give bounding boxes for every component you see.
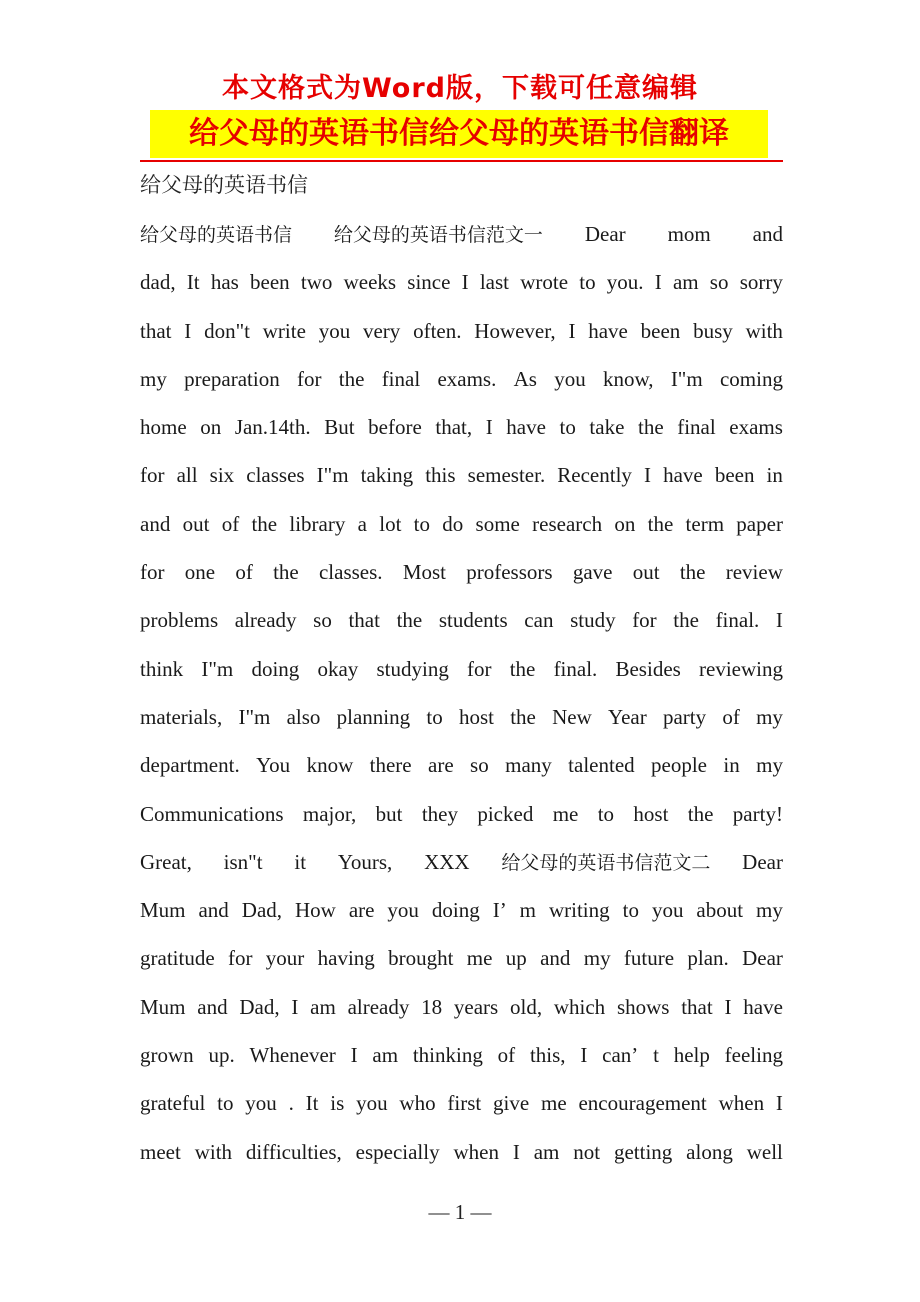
word: think [140,656,184,681]
word: research [532,511,603,536]
word: encouragement [578,1091,707,1116]
word: with [194,1139,233,1164]
word: I [350,1043,358,1068]
word: I"m [670,366,703,391]
word: so [709,270,729,295]
format-notice: 本文格式为Word版，下载可任意编辑 [221,73,698,104]
text-line [140,258,783,306]
word: and [140,511,171,536]
word: been [250,270,290,295]
word: I"m [201,656,234,681]
word: of [722,704,740,729]
word: grateful [140,1091,206,1116]
word: and [752,222,783,246]
word: me [552,801,579,826]
word: can’ [602,1043,639,1068]
word: out [632,560,660,585]
word: Recently [557,463,632,488]
word: my [756,704,783,729]
word: am [672,270,699,295]
word: all [176,463,198,488]
word: Dear [584,222,626,246]
word: plan. [687,946,729,971]
word: for [140,463,165,488]
word: very [362,318,401,343]
word: of [235,560,253,585]
word: up [505,946,527,971]
word: paper [736,511,783,536]
word: Communications [140,801,284,826]
word: Yours, [337,849,393,874]
word: How [295,898,336,923]
word: in [723,753,740,778]
word: already [234,608,297,633]
word: am [372,1043,399,1068]
word: the [273,560,299,585]
word: to [579,270,596,295]
word: t [653,1043,659,1068]
word: last [479,270,509,295]
word: having [317,946,375,971]
title-divider [140,160,783,162]
word: doing [251,656,300,681]
word: exams. [437,366,497,391]
word: for [467,656,492,681]
word: exams [729,415,783,440]
word: am [310,994,336,1019]
word: difficulties, [245,1139,342,1164]
word: about [696,898,744,923]
word: the [396,608,423,633]
word: have [663,463,703,488]
word: the [251,511,278,536]
text-line [140,1079,783,1127]
word: wrote [520,270,569,295]
word: and [198,898,229,923]
word: there [369,753,412,778]
word: Most [402,560,446,585]
word: for [227,946,253,971]
word: brought [388,946,454,971]
text-line [140,983,783,1031]
word: grown [140,1043,194,1068]
word: picked [477,801,534,826]
word: been [640,318,681,343]
word: especially [355,1139,440,1164]
word: my [756,898,783,923]
page-number: — 1 — [428,1200,492,1224]
word: your [265,946,305,971]
word: to [217,1091,234,1116]
word: to [622,898,639,923]
letter-body [140,210,783,1176]
word: m [519,898,537,923]
word: taking [360,463,414,488]
word: they [421,801,458,826]
word: am [533,1139,560,1164]
word: it [294,849,307,874]
word: been [714,463,755,488]
word: a [357,511,367,536]
text-line [140,838,783,886]
word: department. [140,753,240,778]
text-line [140,403,783,451]
word: reviewing [699,656,783,681]
word: that [140,318,172,343]
word: 给父母的英语书信范文一 [333,224,543,246]
word: classes. [318,560,383,585]
text-line [140,307,783,355]
word: do [442,511,464,536]
text-line [140,886,783,934]
word: I [291,994,299,1019]
word: major, [302,801,357,826]
word: when [718,1091,765,1116]
word: sorry [739,270,783,295]
text-line [140,355,783,403]
word: 给父母的英语书信 [140,224,293,246]
word: that [681,994,713,1019]
word: 18 [421,994,443,1019]
word: dad, [140,270,176,295]
word: problems [140,608,219,633]
word: I [568,318,576,343]
word: gratitude [140,946,215,971]
word: you [387,898,419,923]
word: professors [466,560,553,585]
word: It [186,270,200,295]
word: feeling [724,1043,783,1068]
word: I [724,994,732,1019]
word: I [461,270,469,295]
word: in [766,463,783,488]
word: 给父母的英语书信范文二 [501,851,711,874]
word: the [509,656,536,681]
word: along [686,1139,733,1164]
text-line [140,1128,783,1176]
word: you [356,1091,388,1116]
document-banner-title: 给父母的英语书信给父母的英语书信翻译 [150,110,768,158]
word: old, [509,994,543,1019]
word: coming [719,366,783,391]
word: to [559,415,576,440]
text-line [140,645,783,693]
word: students [438,608,508,633]
word: but [375,801,403,826]
word: I [775,1091,783,1116]
word: As [513,366,537,391]
word: already [347,994,410,1019]
word: preparation [184,366,280,391]
word: I"m [316,463,349,488]
word: and [197,994,228,1019]
word: study [570,608,616,633]
word: final. [553,656,598,681]
word: lot [379,511,402,536]
word: have [743,994,783,1019]
word: of [497,1043,516,1068]
word: term [685,511,725,536]
word: me [466,946,493,971]
word: future [623,946,675,971]
text-line [140,451,783,499]
word: studying [376,656,449,681]
word: New [552,704,592,729]
word: gave [572,560,613,585]
word: is [330,1091,345,1116]
text-line [140,596,783,644]
word: know [306,753,354,778]
word: weeks [343,270,397,295]
word: with [745,318,783,343]
text-line [140,548,783,596]
word: so [470,753,489,778]
word: this [425,463,456,488]
word: I [775,608,783,633]
word: party! [732,801,783,826]
word: and [540,946,571,971]
word: the [687,801,714,826]
word: meet [140,1139,181,1164]
word: you [245,1091,277,1116]
word: can [524,608,554,633]
word: planning [336,704,411,729]
word: give [493,1091,530,1116]
word: shows [616,994,670,1019]
word: my [756,753,783,778]
word: I [654,270,662,295]
word: many [505,753,552,778]
word: doing [431,898,480,923]
word: six [209,463,235,488]
word: I [184,318,192,343]
word: for [297,366,322,391]
word: I [485,415,493,440]
text-line [140,500,783,548]
word: since [407,270,451,295]
word: final. [715,608,760,633]
word: have [588,318,628,343]
word: I [644,463,651,488]
word: to [597,801,615,826]
word: for [632,608,657,633]
word: you [554,366,586,391]
word: some [475,511,520,536]
word: I’ [492,898,507,923]
word: Jan.14th. [234,415,311,440]
word: when [453,1139,499,1164]
word: to [413,511,431,536]
word: final [381,366,421,391]
word: have [506,415,546,440]
text-line [140,741,783,789]
word: up. [208,1043,235,1068]
word: Mum [140,898,186,923]
word: Besides [615,656,681,681]
word: on [614,511,636,536]
word: one [184,560,216,585]
word: first [447,1091,482,1116]
word: often. [413,318,462,343]
word: However, [474,318,556,343]
word: party [662,704,707,729]
word: Mum [140,994,186,1019]
word: final [677,415,716,440]
word: don"t [204,318,250,343]
word: host [458,704,494,729]
word: that [348,608,380,633]
word: host [633,801,669,826]
word: that, [435,415,473,440]
word: on [200,415,222,440]
word: the [673,608,699,633]
word: library [289,511,346,536]
word: mom [667,222,711,246]
word: you. [606,270,644,295]
word: also [286,704,321,729]
word: the [679,560,706,585]
word: the [637,415,664,440]
document-heading: 给父母的英语书信 [140,173,308,197]
word: You [256,753,291,778]
word: the [338,366,365,391]
word: Whenever [249,1043,336,1068]
word: for [140,560,165,585]
word: XXX [424,849,470,874]
word: not [573,1139,601,1164]
word: years [453,994,499,1019]
word: this, [529,1043,566,1068]
word: thinking [412,1043,483,1068]
word: write [262,318,306,343]
word: the [647,511,674,536]
word: out [182,511,210,536]
word: getting [613,1139,673,1164]
word: I [580,1043,588,1068]
word: Year [608,704,647,729]
text-line [140,1031,783,1079]
word: classes [246,463,305,488]
word: people [651,753,708,778]
word: you [651,898,684,923]
word: semester. [467,463,546,488]
word: before [368,415,422,440]
word: are [348,898,375,923]
word: writing [548,898,610,923]
word: Dad, [239,994,280,1019]
word: well [746,1139,783,1164]
word: I"m [238,704,271,729]
word: are [428,753,454,778]
word: But [324,415,355,440]
word: who [399,1091,436,1116]
word: talented [568,753,635,778]
word: Great, [140,849,192,874]
word: review [725,560,783,585]
word: I [512,1139,520,1164]
word: know, [602,366,654,391]
word: Dad, [241,898,283,923]
text-line [140,934,783,982]
word: me [541,1091,567,1116]
word: so [313,608,332,633]
word: It [305,1091,319,1116]
word: home [140,415,187,440]
word: help [673,1043,710,1068]
text-line [140,693,783,741]
word: my [583,946,611,971]
word: Dear [742,946,783,971]
word: take [589,415,625,440]
word: to [426,704,443,729]
word: of [221,511,240,536]
text-line [140,790,783,838]
word: okay [317,656,359,681]
text-line [140,210,783,258]
word: isn"t [223,849,263,874]
word: has [210,270,239,295]
word: Dear [742,849,783,874]
word: materials, [140,704,223,729]
word: . [288,1091,294,1116]
word: two [300,270,333,295]
word: the [510,704,536,729]
word: you [318,318,351,343]
word: which [553,994,606,1019]
word: busy [693,318,733,343]
word: my [140,366,167,391]
